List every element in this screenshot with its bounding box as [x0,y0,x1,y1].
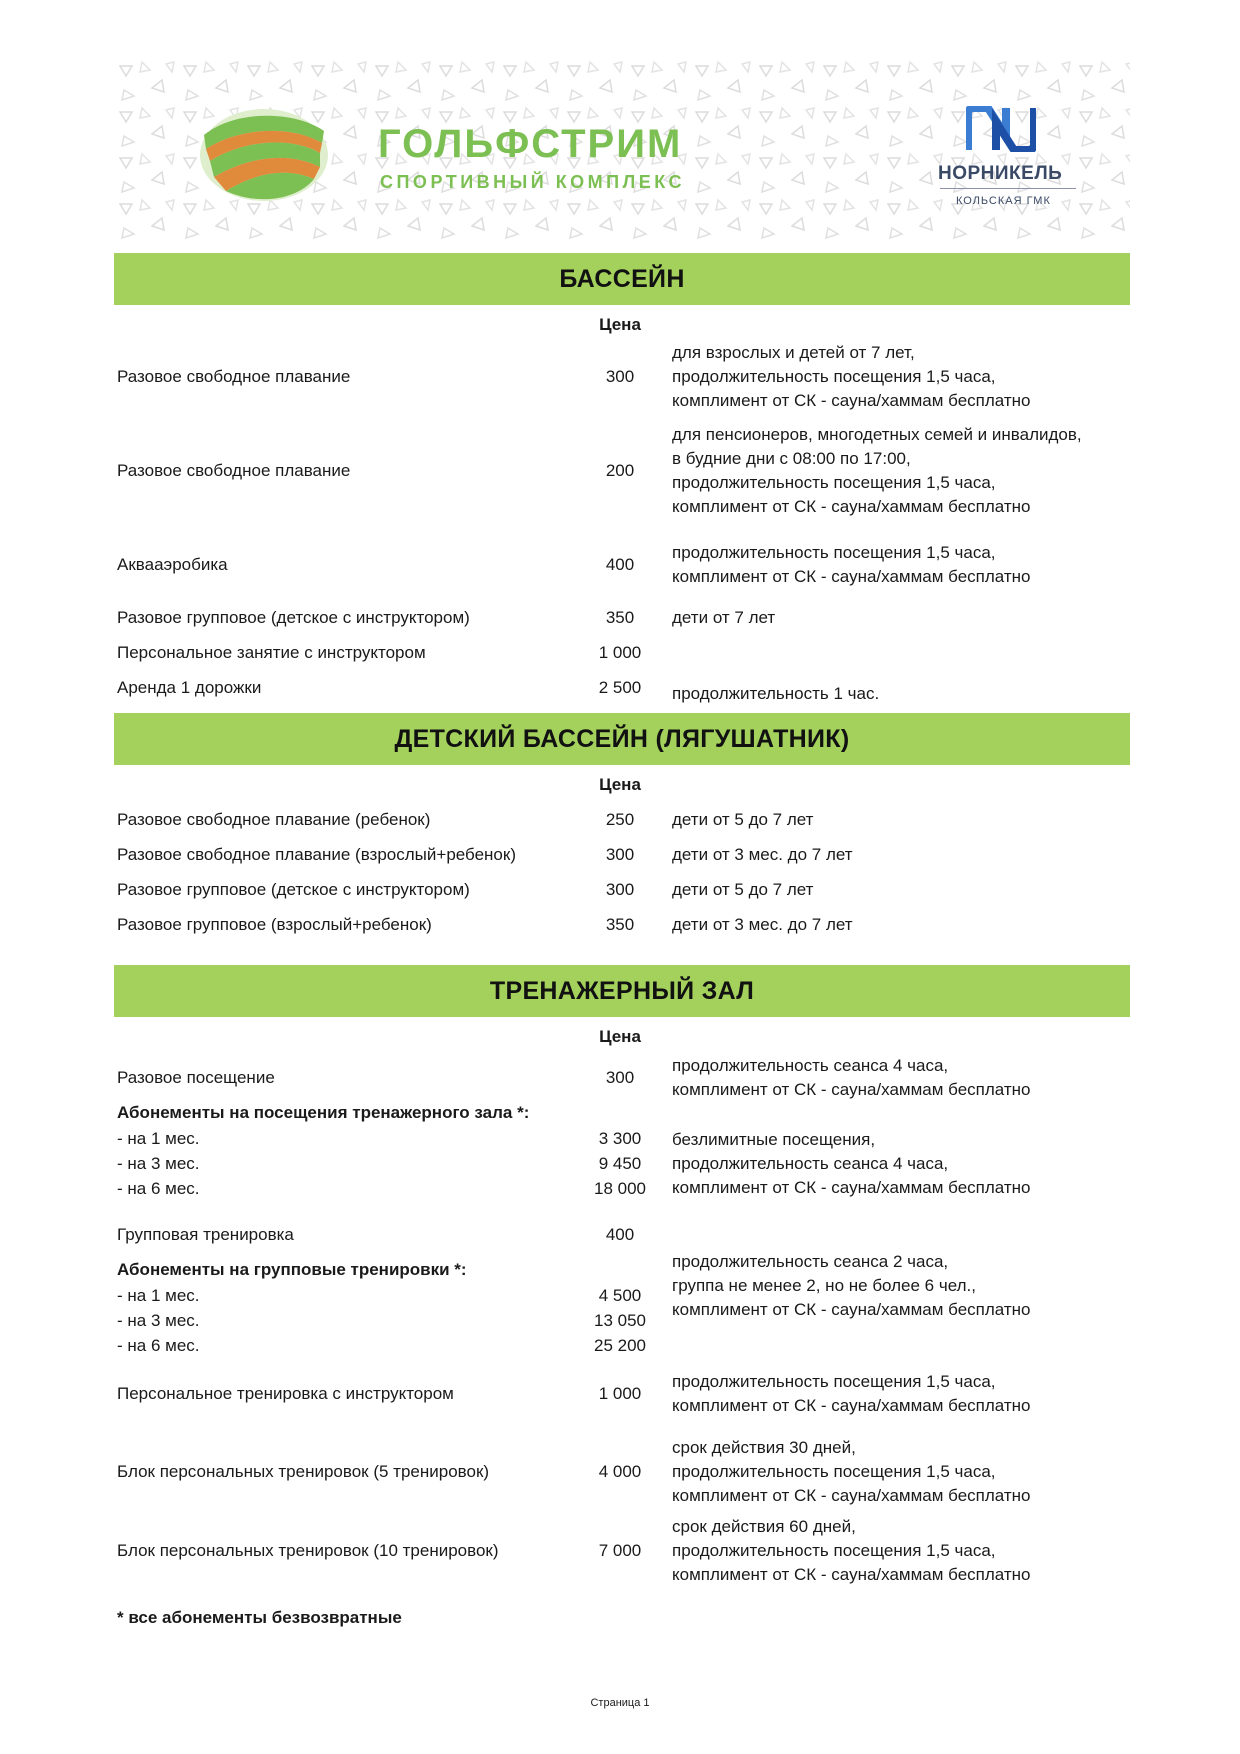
service-name: Разовое групповое (детское с инструктором) [117,608,470,627]
service-note: дети от 7 лет [672,608,776,627]
service-note: продолжительность сеанса 2 часа, [672,1252,949,1271]
service-price: 7 000 [598,1541,642,1560]
service-name: Разовое групповое (детское с инструктором) [117,880,470,899]
service-price: 4 000 [598,1462,642,1481]
service-name: Персональное тренировка с инструктором [117,1384,454,1403]
service-note: комплимент от СК - сауна/хаммам бесплатно [672,1300,1031,1319]
subscription-heading: Абонементы на посещения тренажерного зала *: [117,1103,530,1122]
price-header: Цена [599,775,641,794]
page-number: Страница 1 [590,1697,650,1709]
service-name: Групповая тренировка [117,1225,294,1244]
section-title-pool: БАССЕЙН [114,253,1130,305]
service-price: 250 [605,810,635,829]
service-note: безлимитные посещения, [672,1130,876,1149]
service-price: 300 [605,880,635,899]
service-name: Разовое свободное плавание (взрослый+ребенок) [117,845,516,864]
service-note: продолжительность посещения 1,5 часа, [672,1462,996,1481]
subscription-price: 13 050 [594,1311,646,1330]
service-name: Персональное занятие с инструктором [117,643,426,662]
partner-divider [940,188,1076,189]
service-price: 350 [605,915,635,934]
subscription-price: 4 500 [598,1286,642,1305]
service-name: Разовое свободное плавание [117,367,351,386]
service-note: продолжительность посещения 1,5 часа, [672,1541,996,1560]
service-price: 300 [605,367,635,386]
subscription-period: - на 6 мес. [117,1336,200,1355]
section-title-gym: ТРЕНАЖЕРНЫЙ ЗАЛ [114,965,1130,1017]
service-note: группа не менее 2, но не более 6 чел., [672,1276,976,1295]
service-note: дети от 3 мес. до 7 лет [672,915,853,934]
service-name: Аквааэробика [117,555,228,574]
brand-name: ГОЛЬФСТРИМ [378,122,683,166]
service-note: комплимент от СК - сауна/хаммам бесплатно [672,1396,1031,1415]
service-name: Разовое свободное плавание (ребенок) [117,810,431,829]
service-note: продолжительность 1 час. [672,684,880,703]
service-note: комплимент от СК - сауна/хаммам бесплатно [672,497,1031,516]
service-price: 400 [605,555,635,574]
nornickel-logo-icon [966,106,1036,152]
service-price: 350 [605,608,635,627]
subscription-period: - на 6 мес. [117,1179,200,1198]
subscription-period: - на 3 мес. [117,1311,200,1330]
brand-subtitle: СПОРТИВНЫЙ КОМПЛЕКС [380,172,685,192]
service-note: комплимент от СК - сауна/хаммам бесплатно [672,1486,1031,1505]
subscription-price: 25 200 [594,1336,646,1355]
service-note: продолжительность посещения 1,5 часа, [672,367,996,386]
service-note: продолжительность сеанса 4 часа, [672,1056,949,1075]
service-note: продолжительность посещения 1,5 часа, [672,1372,996,1391]
service-note: комплимент от СК - сауна/хаммам бесплатно [672,567,1031,586]
service-price: 2 500 [598,678,642,697]
service-price: 300 [605,1068,635,1087]
service-note: срок действия 30 дней, [672,1438,856,1457]
partner-name: НОРНИКЕЛЬ [938,163,1063,184]
service-note: для взрослых и детей от 7 лет, [672,343,915,362]
subscription-price: 9 450 [598,1154,642,1173]
service-name: Аренда 1 дорожки [117,678,262,697]
service-price: 300 [605,845,635,864]
service-price: 1 000 [598,643,642,662]
subscription-period: - на 1 мес. [117,1129,200,1148]
service-note: дети от 5 до 7 лет [672,880,814,899]
service-price: 200 [605,461,635,480]
subscription-price: 18 000 [594,1179,646,1198]
service-note: срок действия 60 дней, [672,1517,856,1536]
section-title-kids-pool: ДЕТСКИЙ БАССЕЙН (ЛЯГУШАТНИК) [114,713,1130,765]
service-note: для пенсионеров, многодетных семей и инвалидов, [672,425,1082,444]
service-note: продолжительность сеанса 4 часа, [672,1154,949,1173]
service-note: комплимент от СК - сауна/хаммам бесплатно [672,1080,1031,1099]
service-name: Разовое посещение [117,1068,275,1087]
subscription-period: - на 1 мес. [117,1286,200,1305]
service-price: 1 000 [598,1384,642,1403]
subscription-heading: Абонементы на групповые тренировки *: [117,1260,467,1279]
price-header: Цена [599,315,641,334]
golfstream-logo [196,105,332,205]
price-header: Цена [599,1027,641,1046]
service-name: Разовое групповое (взрослый+ребенок) [117,915,432,934]
service-note: продолжительность посещения 1,5 часа, [672,473,996,492]
partner-subtitle: КОЛЬСКАЯ ГМК [956,195,1051,207]
service-note: комплимент от СК - сауна/хаммам бесплатно [672,1178,1031,1197]
subscription-period: - на 3 мес. [117,1154,200,1173]
service-note: дети от 3 мес. до 7 лет [672,845,853,864]
footnote: * все абонементы безвозвратные [117,1608,402,1627]
service-price: 400 [605,1225,635,1244]
service-note: комплимент от СК - сауна/хаммам бесплатно [672,1565,1031,1584]
service-note: продолжительность посещения 1,5 часа, [672,543,996,562]
service-note: комплимент от СК - сауна/хаммам бесплатно [672,391,1031,410]
service-note: в будние дни с 08:00 по 17:00, [672,449,911,468]
service-name: Блок персональных тренировок (5 тренировок) [117,1462,490,1481]
subscription-price: 3 300 [598,1129,642,1148]
service-note: дети от 5 до 7 лет [672,810,814,829]
service-name: Разовое свободное плавание [117,461,351,480]
service-name: Блок персональных тренировок (10 тренировок) [117,1541,499,1560]
